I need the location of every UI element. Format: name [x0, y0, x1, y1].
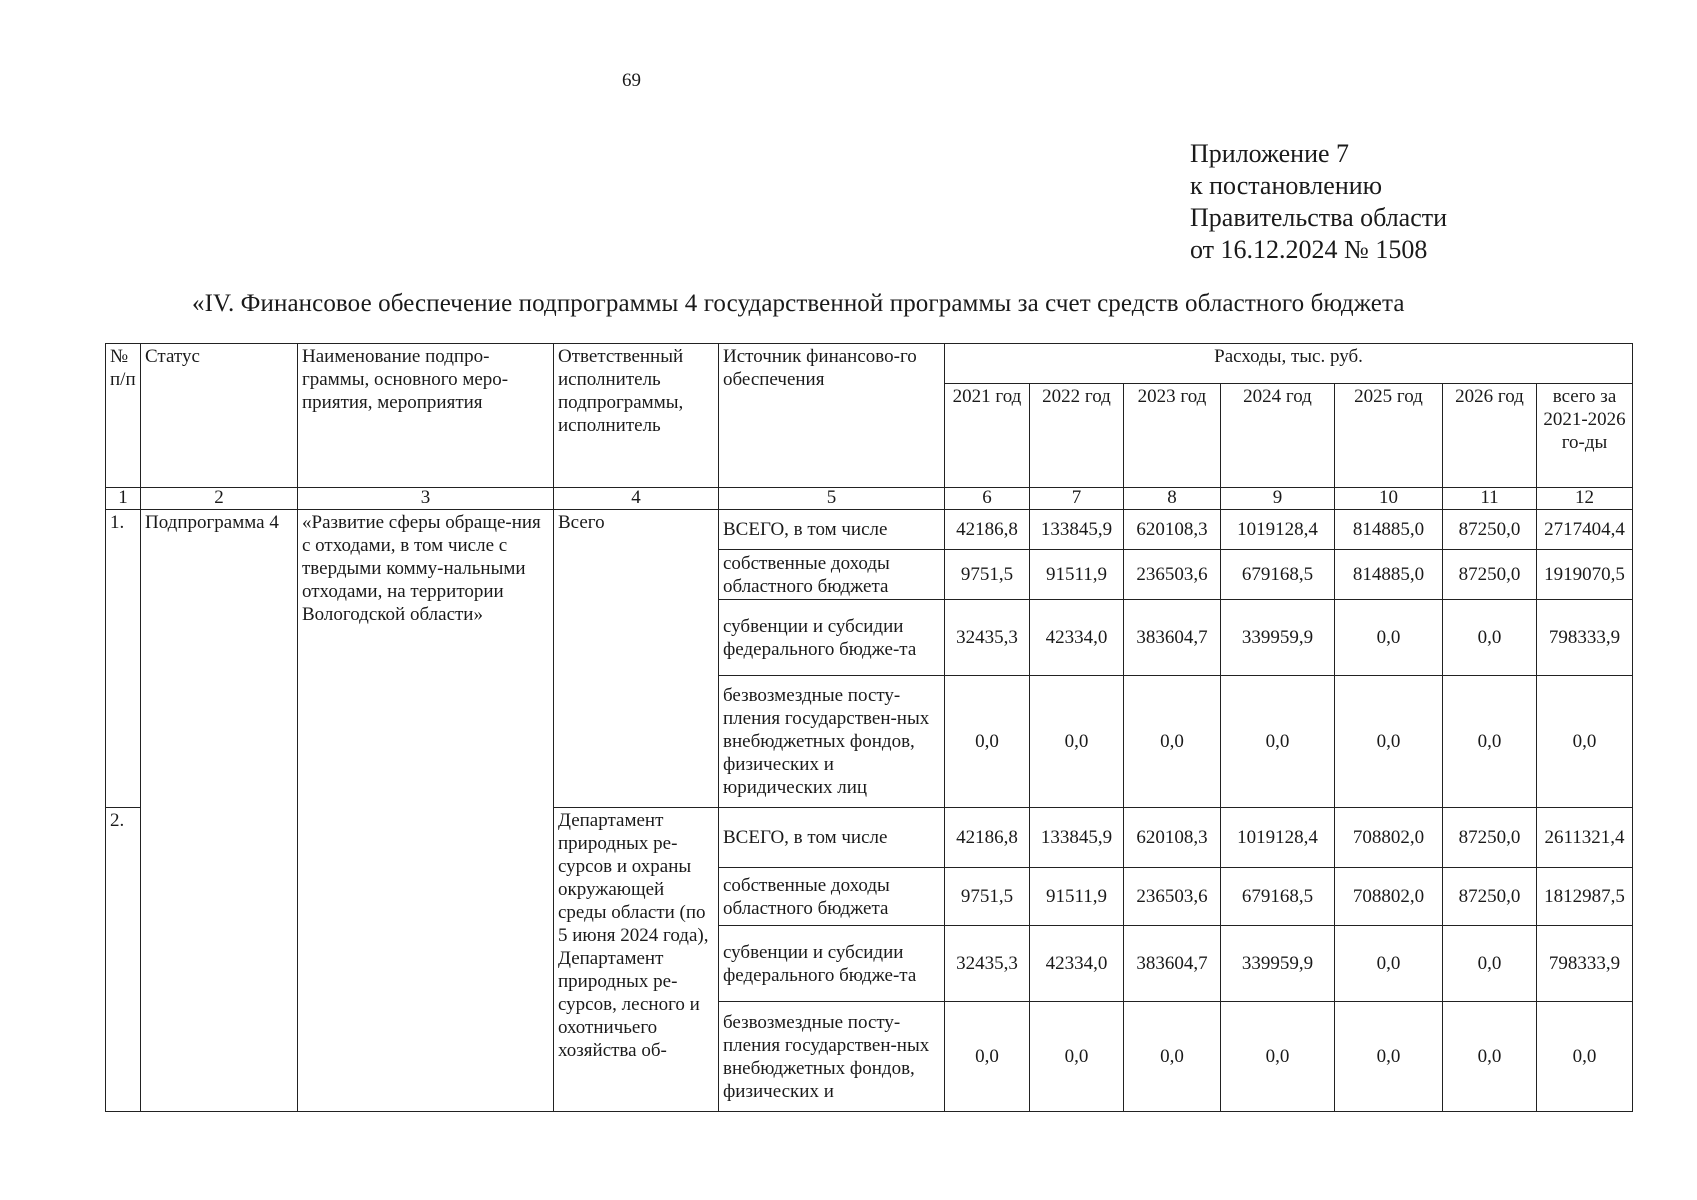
value-cell: 0,0 [1443, 1002, 1537, 1112]
value-cell: 0,0 [1335, 600, 1443, 676]
value-cell: 620108,3 [1124, 510, 1221, 550]
source-cell: субвенции и субсидии федерального бюдже-та [719, 600, 945, 676]
page-number: 69 [622, 70, 641, 91]
value-cell: 2611321,4 [1537, 808, 1633, 868]
value-cell: 236503,6 [1124, 868, 1221, 926]
value-cell: 87250,0 [1443, 510, 1537, 550]
source-cell: субвенции и субсидии федерального бюдже-та [719, 926, 945, 1002]
value-cell: 87250,0 [1443, 868, 1537, 926]
value-cell: 1019128,4 [1221, 510, 1335, 550]
column-number: 4 [554, 488, 719, 510]
appendix-authority: Правительства области [1190, 203, 1448, 232]
header-year: 2024 год [1221, 384, 1335, 488]
header-num: № п/п [106, 344, 141, 488]
column-number: 10 [1335, 488, 1443, 510]
value-cell: 0,0 [1335, 676, 1443, 808]
value-cell: 798333,9 [1537, 600, 1633, 676]
program-name-cell: «Развитие сферы обраще-ния с отходами, в том числе с твердыми комму-нальными отходами, на территории Вологодской области» [298, 510, 554, 1112]
value-cell: 42186,8 [945, 808, 1030, 868]
column-number: 2 [141, 488, 298, 510]
header-row [106, 344, 1633, 384]
value-cell: 32435,3 [945, 600, 1030, 676]
header-year: 2022 год [1030, 384, 1124, 488]
value-cell: 814885,0 [1335, 550, 1443, 600]
value-cell: 679168,5 [1221, 868, 1335, 926]
value-cell: 620108,3 [1124, 808, 1221, 868]
value-cell: 0,0 [1443, 676, 1537, 808]
column-number: 6 [945, 488, 1030, 510]
responsible-cell: Департамент природных ре-сурсов и охраны окружающей среды области (по 5 июня 2024 года), Департамент природных ре-сурсов, лесного и охотничьего хозяйства об- [554, 808, 719, 1112]
section-heading: «IV. Финансовое обеспечение подпрограммы 4 государственной программы за счет средств областного бюджета [192, 290, 1405, 317]
value-cell: 87250,0 [1443, 808, 1537, 868]
column-number: 9 [1221, 488, 1335, 510]
value-cell: 236503,6 [1124, 550, 1221, 600]
header-responsible: Ответственный исполнитель подпрограммы, исполнитель [554, 344, 719, 488]
row-number: 1. [106, 510, 141, 808]
responsible-cell: Всего [554, 510, 719, 808]
value-cell: 0,0 [1443, 600, 1537, 676]
value-cell: 383604,7 [1124, 926, 1221, 1002]
header-year-total: всего за 2021-2026 го-ды [1537, 384, 1633, 488]
column-number: 8 [1124, 488, 1221, 510]
value-cell: 133845,9 [1030, 808, 1124, 868]
value-cell: 0,0 [1537, 676, 1633, 808]
header-status: Статус [141, 344, 298, 488]
value-cell: 42186,8 [945, 510, 1030, 550]
value-cell: 87250,0 [1443, 550, 1537, 600]
column-number: 1 [106, 488, 141, 510]
header-year: 2021 год [945, 384, 1030, 488]
value-cell: 708802,0 [1335, 808, 1443, 868]
value-cell: 0,0 [1124, 1002, 1221, 1112]
value-cell: 2717404,4 [1537, 510, 1633, 550]
appendix-date-number: от 16.12.2024 № 1508 [1190, 235, 1428, 264]
header-expenses: Расходы, тыс. руб. [945, 344, 1633, 384]
header-year: 2023 год [1124, 384, 1221, 488]
value-cell: 0,0 [1030, 1002, 1124, 1112]
source-cell: собственные доходы областного бюджета [719, 550, 945, 600]
row-number: 2. [106, 808, 141, 1112]
column-number: 7 [1030, 488, 1124, 510]
value-cell: 0,0 [945, 1002, 1030, 1112]
source-cell: ВСЕГО, в том числе [719, 808, 945, 868]
column-number: 11 [1443, 488, 1537, 510]
value-cell: 32435,3 [945, 926, 1030, 1002]
value-cell: 339959,9 [1221, 926, 1335, 1002]
column-number: 12 [1537, 488, 1633, 510]
value-cell: 679168,5 [1221, 550, 1335, 600]
value-cell: 708802,0 [1335, 868, 1443, 926]
value-cell: 42334,0 [1030, 600, 1124, 676]
value-cell: 9751,5 [945, 868, 1030, 926]
value-cell: 383604,7 [1124, 600, 1221, 676]
value-cell: 0,0 [945, 676, 1030, 808]
value-cell: 0,0 [1221, 676, 1335, 808]
table-row [106, 510, 1633, 550]
source-cell: безвозмездные посту-пления государствен-ных внебюджетных фондов, физических и юридических лиц [719, 676, 945, 808]
status-cell: Подпрограмма 4 [141, 510, 298, 1112]
value-cell: 1919070,5 [1537, 550, 1633, 600]
value-cell: 9751,5 [945, 550, 1030, 600]
value-cell: 0,0 [1124, 676, 1221, 808]
value-cell: 1019128,4 [1221, 808, 1335, 868]
appendix-reference: к постановлению [1190, 171, 1383, 200]
value-cell: 0,0 [1537, 1002, 1633, 1112]
value-cell: 1812987,5 [1537, 868, 1633, 926]
value-cell: 0,0 [1443, 926, 1537, 1002]
value-cell: 798333,9 [1537, 926, 1633, 1002]
column-number: 5 [719, 488, 945, 510]
appendix-block [1190, 138, 1447, 266]
value-cell: 91511,9 [1030, 868, 1124, 926]
column-number: 3 [298, 488, 554, 510]
value-cell: 0,0 [1335, 1002, 1443, 1112]
value-cell: 133845,9 [1030, 510, 1124, 550]
value-cell: 42334,0 [1030, 926, 1124, 1002]
header-year: 2025 год [1335, 384, 1443, 488]
source-cell: ВСЕГО, в том числе [719, 510, 945, 550]
value-cell: 0,0 [1221, 1002, 1335, 1112]
source-cell: безвозмездные посту-пления государствен-ных внебюджетных фондов, физических и [719, 1002, 945, 1112]
header-year: 2026 год [1443, 384, 1537, 488]
appendix-title: Приложение 7 [1190, 139, 1350, 168]
value-cell: 0,0 [1030, 676, 1124, 808]
header-name: Наименование подпро-граммы, основного меро-приятия, мероприятия [298, 344, 554, 488]
value-cell: 91511,9 [1030, 550, 1124, 600]
column-numbers-row [106, 488, 1633, 510]
value-cell: 814885,0 [1335, 510, 1443, 550]
header-source: Источник финансово-го обеспечения [719, 344, 945, 488]
financing-table [105, 343, 1633, 1112]
value-cell: 0,0 [1335, 926, 1443, 1002]
value-cell: 339959,9 [1221, 600, 1335, 676]
source-cell: собственные доходы областного бюджета [719, 868, 945, 926]
